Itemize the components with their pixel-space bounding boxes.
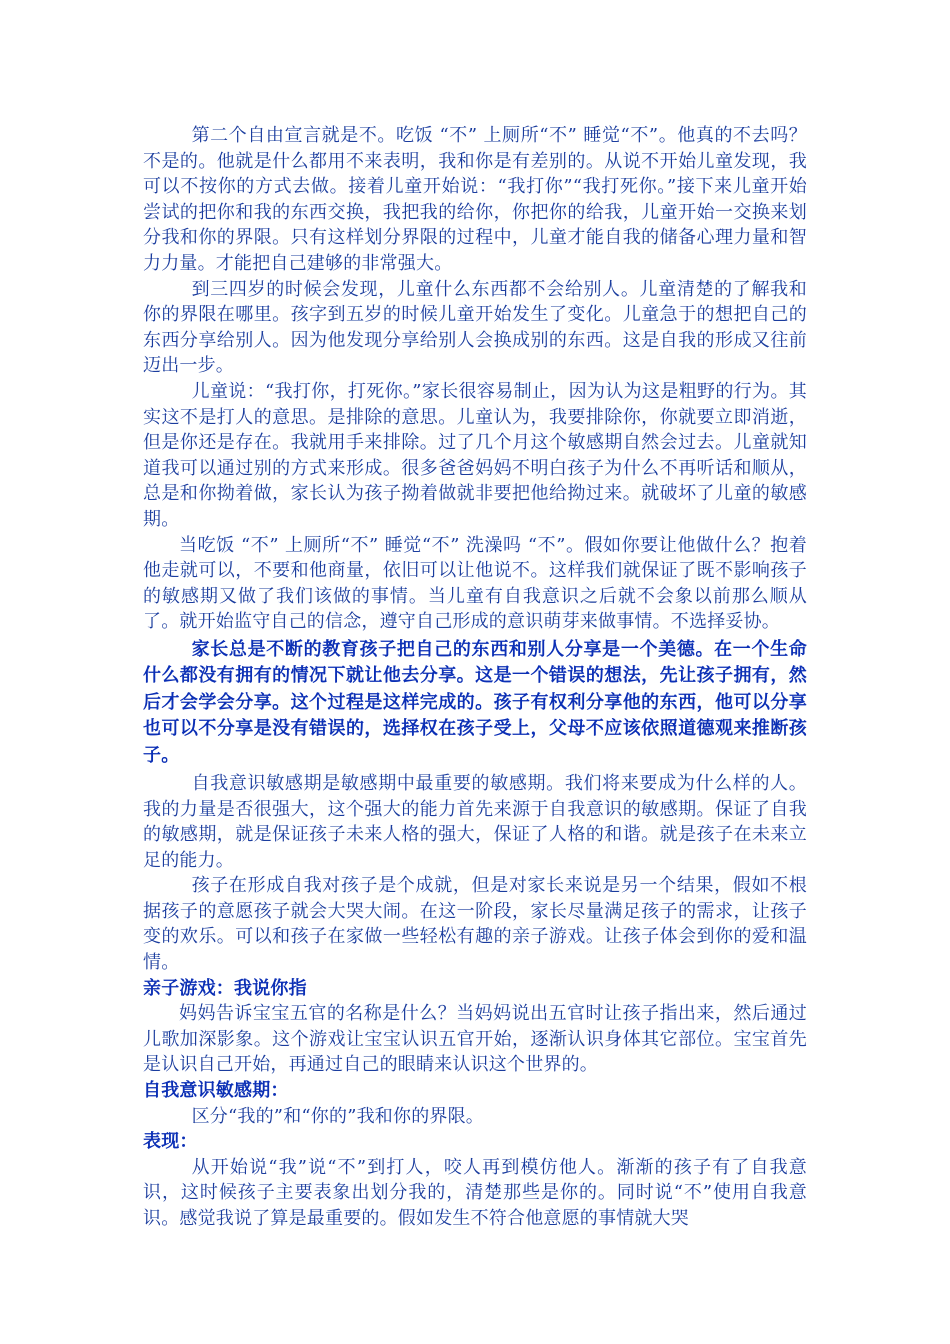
paragraph-3: 儿童说：“我打你，打死你。”家长很容易制止，因为认为这是粗野的行为。其实这不是打人的意思。是排除的意思。儿童认为，我要排除你，你就要立即消逝，但是你还是存在。我就用手来排除。过了几个月这个敏感期自然会过去。儿童就知道我可以通过别的方式来形成。很多爸爸妈妈不明白孩子为什么不再听话和顺从，总是和你拗着做，家长认为孩子拗着做就非要把他给拗过来。就破坏了儿童的敏感期。 (143, 380, 807, 530)
heading-manifestation: 表现： (143, 1131, 198, 1153)
paragraph-2: 到三四岁的时候会发现，儿童什么东西都不会给别人。儿童清楚的了解我和你的界限在哪里。孩字到五岁的时候儿童开始发生了变化。儿童急于的想把自己的东西分享给别人。因为他发现分享给别人会换成别的东西。这是自我的形成又往前迈出一步。 (143, 278, 807, 377)
paragraph-game-description: 妈妈告诉宝宝五官的名称是什么？当妈妈说出五官时让孩子指出来，然后通过儿歌加深影象。这个游戏让宝宝认识五官开始，逐渐认识身体其它部位。宝宝首先是认识自己开始，再通过自己的眼睛来认识这个世界的。 (143, 1003, 807, 1076)
paragraph-boundary: 区分“我的”和“你的”我和你的界限。 (191, 1105, 485, 1127)
paragraph-1: 第二个自由宣言就是不。吃饭 “不” 上厕所“不” 睡觉“不”。他真的不去吗？不是的。他就是什么都用不来表明，我和你是有差别的。从说不开始儿童发现，我可以不按你的方式去做。接着儿童开始说：“我打你”“我打死你。”接下来儿童开始尝试的把你和我的东西交换，我把我的给你，你把你的给我，儿童开始一交换来划分我和你的界限。只有这样划分界限的过程中，儿童才能自我的储备心理力量和智力力量。才能把自己建够的非常强大。 (143, 125, 807, 274)
paragraph-manifestation: 从开始说“我”说“不”到打人，咬人再到模仿他人。渐渐的孩子有了自我意识，这时候孩子主要表象出划分我的，清楚那些是你的。同时说“不”使用自我意识。感觉我说了算是最重要的。假如发生不符合他意愿的事情就大哭 (143, 1156, 807, 1229)
paragraph-5-emphasis: 家长总是不断的教育孩子把自己的东西和别人分享是一个美德。在一个生命什么都没有拥有的情况下就让他去分享。这是一个错误的想法，先让孩子拥有，然后才会学会分享。这个过程是这样完成的。孩子有权利分享他的东西，他可以分享也可以不分享是没有错误的，选择权在孩子受上，父母不应该依照道德观来推断孩子。 (143, 638, 807, 766)
paragraph-4: 当吃饭 “不” 上厕所“不” 睡觉“不” 洗澡吗 “不”。假如你要让他做什么？抱着他走就可以，不要和他商量，依旧可以让他说不。这样我们就保证了既不影响孩子的敏感期又做了我们该做的事情。当儿童有自我意识之后就不会象以前那么顺从了。就开始监守自己的信念，遵守自己形成的意识萌芽来做事情。不选择妥协。 (143, 534, 807, 633)
paragraph-6: 自我意识敏感期是敏感期中最重要的敏感期。我们将来要成为什么样的人。我的力量是否很强大，这个强大的能力首先来源于自我意识的敏感期。保证了自我的敏感期，就是保证孩子未来人格的强大，保证了人格的和谐。就是孩子在未来立足的能力。 (143, 772, 807, 871)
document-page (143, 123, 807, 1232)
heading-self-awareness-period: 自我意识敏感期： (143, 1080, 289, 1102)
paragraph-7: 孩子在形成自我对孩子是个成就，但是对家长来说是另一个结果，假如不根据孩子的意愿孩子就会大哭大闹。在这一阶段，家长尽量满足孩子的需求，让孩子变的欢乐。可以和孩子在家做一些轻松有趣的亲子游戏。让孩子体会到你的爱和温情。 (143, 875, 807, 974)
heading-parent-child-game: 亲子游戏：我说你指 (143, 977, 307, 999)
